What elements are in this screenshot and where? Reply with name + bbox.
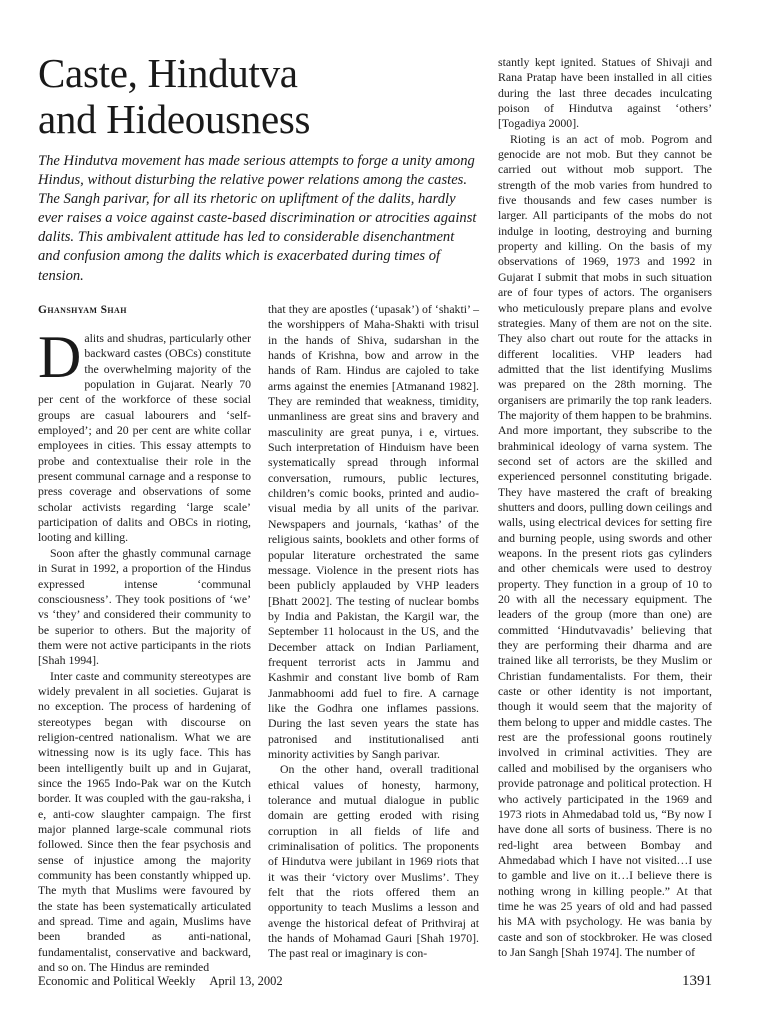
body-column-1: [38, 324, 251, 975]
body-paragraph: Soon after the ghastly communal carnage in Surat in 1992, a proportion of the Hindus expressed intense ‘communal consciousness’. They took positions of ‘we’ vs ‘they’ and considered their community to be superior to others. But the majority of them were not active participants in the riots [Shah 1994].: [38, 545, 251, 668]
page-footer: [38, 973, 283, 989]
body-column-2: [268, 302, 479, 961]
body-paragraph: On the other hand, overall traditional ethical values of honesty, harmony, tolerance and mutual dialogue in public domain are getting eroded with rising corruption in all fields of life and criminalisation of politics. The proponents of Hindutva were jubilant in 1969 riots that it was their ‘victory over Muslims’. They felt that the riots offered them an opportunity to teach Muslims a lesson and avenge the historical defeat of Prithviraj at the hands of Mohamad Gauri [Shah 1970]. The past real or imaginary is con-: [268, 762, 479, 961]
body-paragraph: Inter caste and community stereotypes are widely prevalent in all societies. Gujarat is no exception. The process of hardening of stereotypes began with discourse on religion-centred nationalism. What we are witnessing now is its ugly face. This has been intelligently built up and in Gujarat, since the 1965 Indo-Pak war on the Kutch border. It was coupled with the gau-raksha, i e, anti-cow slaughter campaign. The first major planned large-scale communal riots followed. Since then the fear psychosis and sense of injustice among the majority community has been constantly whipped up. The myth that Muslims were favoured by the state has been systematically articulated and spread. Time and again, Muslims have been branded as anti-national, fundamentalist, conservative and backward, and so on. The Hindus are reminded: [38, 668, 251, 975]
title-line-2: and Hideousness: [38, 96, 311, 142]
article-abstract: The Hindutva movement has made serious attempts to forge a unity among Hindus, without disturbing the relative power relations among the castes. The Sangh parivar, for all its rhetoric on upliftment of the dalits, hardly ever raises a voice against caste-based discrimination or atrocities against dalits. This ambivalent attitude has led to considerable disenchantment and confusion among the dalits which is exacerbated during times of tension.: [38, 153, 477, 284]
body-paragraph: stantly kept ignited. Statues of Shivaji and Rana Pratap have been installed in all cities during the last three decades inculcating poison of Hindutva against ‘others’ [Togadiya 2000].: [498, 55, 712, 131]
body-paragraph: Dalits and shudras, particularly other backward castes (OBCs) constitute the overwhelming majority of the population in Gujarat. Nearly 70 per cent of the workforce of these social groups are casual labourers and ‘self-employed’; and 20 per cent are white collar employees in cities. This essay attempts to probe and contextualise their role in the present communal carnage and a response to press coverage and observations of some scholar activists regarding ‘large scale’ participation of dalits and OBCs in rioting, looting and killing.: [38, 324, 251, 545]
body-column-3: [498, 55, 712, 959]
author-byline: Ghanshyam Shah: [38, 304, 127, 316]
journal-name: Economic and Political Weekly: [38, 974, 196, 988]
body-paragraph: that they are apostles (‘upasak’) of ‘shakti’ – the worshippers of Maha-Shakti with trisul in the hands of Shiva, sudarshan in the hands of Krishna, bow and arrow in the hands of Ram. Hindus are cajoled to take arms against the enemies [Atmanand 1982]. They are reminded that weakness, timidity, unmanliness are great sins and bravery and masculinity are great punya, i e, virtues. Such interpretation of Hinduism have been systematically spread through informal conversation, rumours, public lectures, children’s comic books, printed and audio-visual media by all units of the parivar. Newspapers and journals, ‘kathas’ of the religious saints, booklets and other forms of popular literature orchestrated the same message. Violence in the present riots has been publicly applauded by VHP leaders [Bhatt 2002]. The testing of nuclear bombs by India and Pakistan, the Kargil war, the September 11 holocaust in the US, and the December attack on Indian Parliament, frequent terrorist acts in Jammu and Kashmir and constant live bomb of Ram Janmabhoomi add fuel to fire. A carnage like the Godhra one inflames passions. During the last seven years the state has patronised and institutionalised anti minority activities by Sangh parivar.: [268, 302, 479, 761]
article-title: [38, 50, 438, 142]
title-line-1: Caste, Hindutva: [38, 50, 298, 96]
issue-date: April 13, 2002: [209, 974, 283, 988]
body-paragraph: Rioting is an act of mob. Pogrom and genocide are not mob. But they cannot be carried out without mob support. The strength of the mob varies from hundred to five thousands and few cases number is larger. All participants of the mobs do not indulge in looting, destroying and burning property and killing. On the basis of my observations of 1969, 1973 and 1992 in Gujarat I submit that mobs in such situation are of four types of actors. The organisers who meticulously prepare plans and evolve strategies. Many of them are not on the site. They also chart out route for the attacks in different localities. VHP leaders had admitted that the list identifying Muslims was prepared on the 28th morning. The organisers are primarily the top rank leaders. The majority of them happen to be brahmins. And more important, they subscribe to the brahminical ideology of varna system. The second set of actors are the skilled and experienced personnel constituting brigade. They have mastered the craft of breaking shutters and doors, pulling down ceilings and walls, using electrical devices for setting fire and burning people, using swords and other weapons. In the present riots gas cylinders and other chemicals were used to destroy property. They function in a group of 10 to 20 with all the necessary equipment. The leaders of the group (more than one) are committed ‘Hindutvavadis’ believing that they are performing their dharma and are trained like all terrorists, be they Muslim or Christian fundamentalists. For them, their caste or other identity is not important, though it would seem that the majority of them belong to upper and middle castes. The rest are the professional goons routinely involved in criminal activities. They are called and mobilised by the organisers who provide patronage and political protection. H who actively participated in the 1969 and 1973 riots in Ahmedabad told us, “By now I have done all sorts of business. There is no red-light area between Bombay and Ahmedabad which I have not visited…I use to gamble and live on it…I believe there is nothing wrong in killing people.” At that time he was 25 years of old and had passed his MA with psychology. He was bania by caste and son of stockbroker. He was closed to Jan Sangh [Shah 1974]. The number of: [498, 131, 712, 959]
drop-cap: D: [38, 324, 82, 390]
page-number: 1391: [682, 973, 712, 989]
